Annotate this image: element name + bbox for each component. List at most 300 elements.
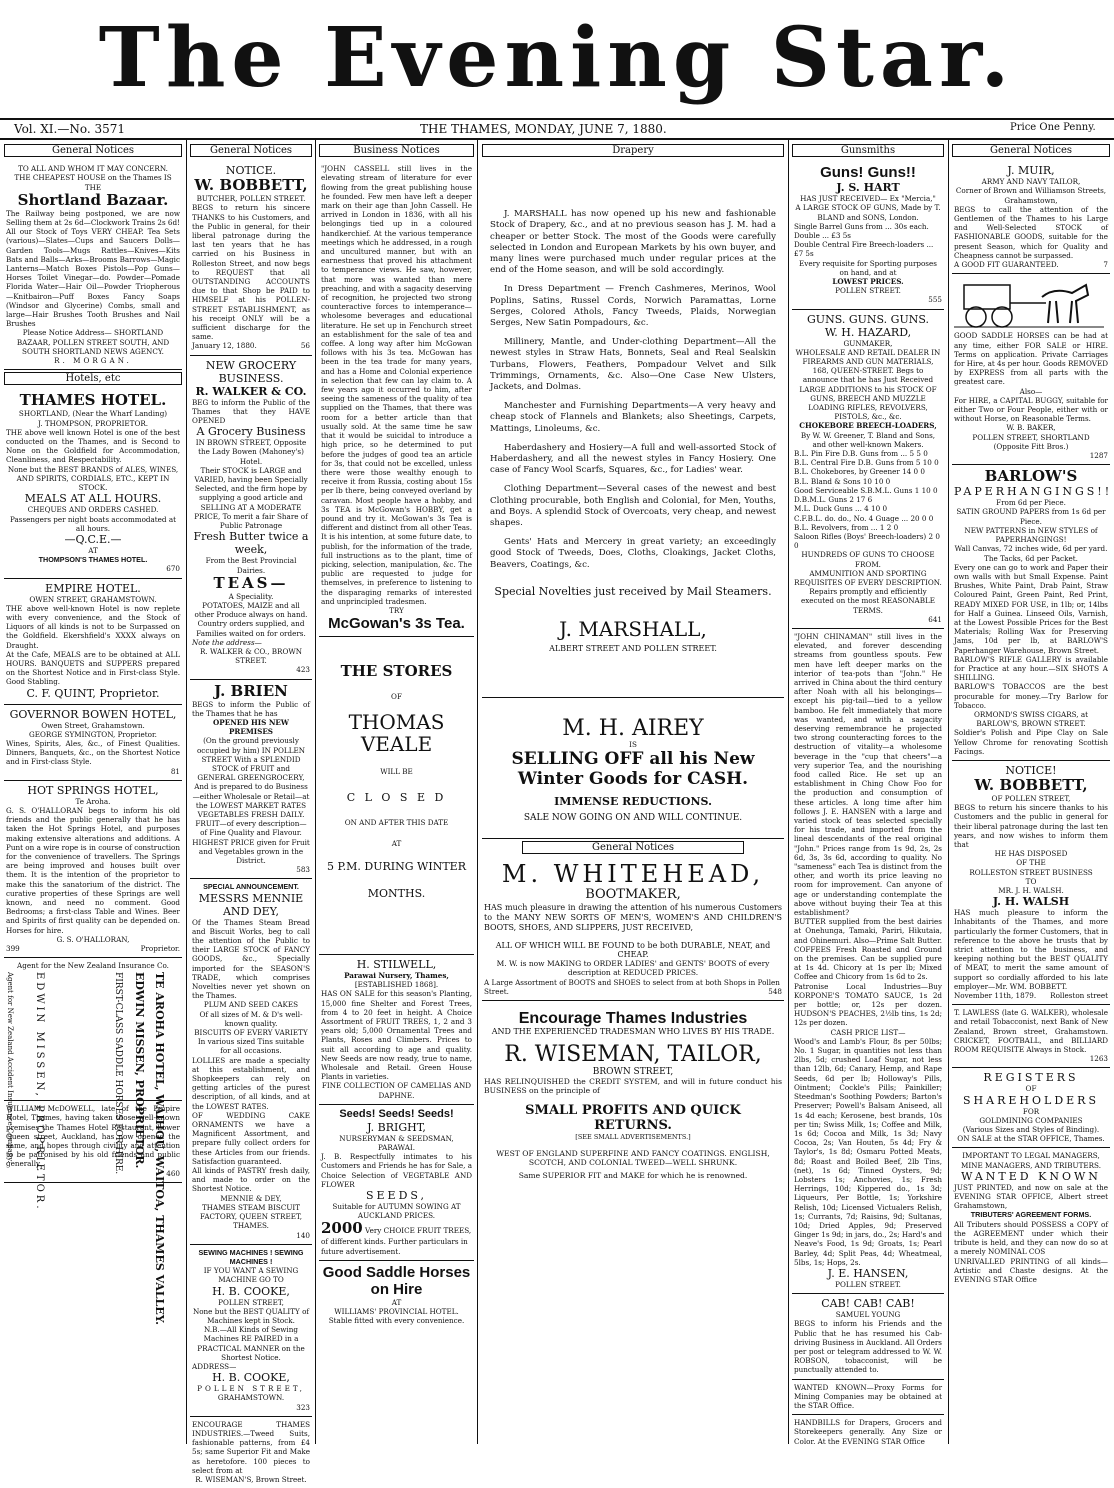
ad-line: A GOOD FIT GUARANTEED. bbox=[954, 260, 1059, 270]
ad-body: ENCOURAGE THAMES INDUSTRIES.—Tweed Suits, fashionable patterns, from £4 5s; same Superior Fit and Make as heretofore. 100 pieces to select from at bbox=[192, 1419, 310, 1475]
column-rule bbox=[788, 140, 789, 1444]
ad-body: None but the BEST QUALITY of Machines kept in Stock. bbox=[192, 1306, 310, 1325]
ad-body: Very CHOICE FRUIT TREES, of different kinds. Further particulars in future advertisement. bbox=[321, 1226, 472, 1256]
ad-line: In various sized Tins suitable for all occasions. bbox=[197, 1037, 305, 1056]
rotated-line: FIRST-CLASS SADDLE HORSES FOR HIRE. bbox=[113, 972, 123, 1175]
ad-body: THE above well known Hotel is one of the best conducted on the Thames, and is Second to None on the Goldfield for Accommodation, Cleanliness, and Respectability. bbox=[6, 427, 180, 465]
ad-name: R. WISEMAN, TAILOR, bbox=[504, 1042, 762, 1068]
ad-body: BUTTER supplied from the best dairies at Onehunga, Tamaki, Pariri, Hikutaia, and Ohinemuri. Also—Prime Salt Butter. COFFEES Fresh Roasted and Ground on the premises. Can be supplied pure at 1s 4d. Chicory at 1s per lb; Mixed Coffee and Chicory from 1s 6d to 2s. bbox=[794, 917, 942, 982]
ad-line: Note the address— bbox=[192, 637, 262, 647]
ad-line: GOLDMINING COMPANIES bbox=[979, 1115, 1083, 1125]
ad-body: Their STOCK is LARGE and VARIED, having been Specially Selected, and the firm hope by supplying a good article and SELLING AT A MODERATE PRICE, To merit a fair Share of Public Patronage bbox=[194, 465, 308, 531]
ad-number: 555 bbox=[928, 295, 942, 305]
ad-body: HANDBILLS for Drapers, Grocers and Storekeepers generally. Any Size or Color. At the EVENING STAR Office bbox=[794, 1418, 942, 1446]
ad-line: SALE NOW GOING ON AND WILL CONTINUE. bbox=[523, 813, 743, 824]
shortland-bazaar-ad bbox=[4, 161, 182, 370]
ad-title: WANTED KNOWN bbox=[961, 1169, 1101, 1183]
ad-line: Also— bbox=[1019, 386, 1043, 396]
ad-line: TRY bbox=[389, 605, 404, 615]
rotated-line: Agent for New Zealand Accident Insurance Company. bbox=[6, 972, 14, 1163]
ad-name: J. MARSHALL, bbox=[559, 616, 707, 641]
ad-body: The Railway being postponed, we are now Selling them at 2s 6d—Clockwork Trains 2s 6d! All our Stock of Toys VERY CHEAP. Tea Sets (various)—Slates—Cups and Saucers Dolls—Garden Tools—Mugs Rattles—Knives—Kits Bats and Balls—Arks—Brooms Barrows—Magic Lanterns—Match Boxes Pistols—Pop Guns—Horses Toilet Vinegar—do. Powder—Pomade Florida Water—Hair Oil—Powder Triopherous—Knitbairon—Puff Boxes Fancy Soaps (Windsor and Glycerine) Combs, small and large—Hair Brushes Tooth Brushes and Nail Brushes bbox=[6, 208, 180, 329]
ad-line: VEGETABLES FRESH DAILY. FRUIT—of every description—of Fine Quality and Flavour. bbox=[195, 809, 307, 838]
ad-body: BEGS to inform his Friends and the Public that he has resumed his Cab-driving Business in Auckland. All Orders per post or telegram addressed to W. W. ROBSON, tobacconist, will be punctually attended to. bbox=[794, 1319, 942, 1375]
ad-signature: G. S. O'HALLORAN, bbox=[56, 934, 130, 944]
section-header: Gunsmiths bbox=[792, 144, 944, 157]
ad-line: From the Best Provincial Dairies. bbox=[205, 556, 297, 575]
ad-subtitle: POLLEN STREET, bbox=[218, 1297, 284, 1307]
rotated-line: TE AROHA HOTEL, WAIHOU, WAITOA, THAMES VALLEY. bbox=[153, 972, 166, 1326]
ad-subtitle: POLLEN STREET, bbox=[197, 1384, 305, 1394]
ad-line: ROLLESTON STREET BUSINESS bbox=[969, 867, 1093, 877]
ad-signature: R. WALKER & CO., BROWN STREET. bbox=[199, 646, 303, 666]
ad-body: BEGS to call the attention of the Gentlemen of the Thames to his Large and Well-Selected STOCK of FASHIONABLE GOODS, suitable for the present Season, which for Quality and Cheapness cannot be surpassed. bbox=[954, 204, 1108, 260]
ad-lead: THE CHEAPEST HOUSE on the Thames IS THE bbox=[14, 173, 172, 192]
ad-line: AUCKLAND PRICES. bbox=[357, 1211, 436, 1221]
ad-name: M. WHITEHEAD, bbox=[501, 859, 765, 888]
muir-tailor-ad bbox=[952, 161, 1110, 274]
ad-title: EMPIRE HOTEL. bbox=[45, 581, 141, 595]
young-cab-ad bbox=[792, 1294, 944, 1379]
ad-body: OF WEDDING CAKE ORNAMENTS we have a Magnificent Assortment, and prepare fully collect orders for these Articles from our friends. Satisfaction guaranteed. bbox=[192, 1110, 310, 1166]
ad-paragraph: Clothing Department—Several cases of the newest and best Clothing procurable, both English and Colonial, for Men, Youths, and Boys. A splendid Stock of Overcoats, very cheap, and newest shapes. bbox=[490, 484, 776, 529]
ad-name: BARLOW'S bbox=[984, 467, 1078, 486]
ad-line: Special Novelties just received by Mail Steamers. bbox=[494, 584, 772, 598]
price-row: M.L. Duck Guns ... 4 10 0 bbox=[794, 504, 888, 514]
ad-name: J. E. HANSEN, bbox=[827, 1266, 909, 1280]
ad-line: THOMPSON'S THAMES HOTEL. bbox=[38, 555, 148, 565]
ad-line: OPENED HIS NEW PREMISES bbox=[213, 717, 289, 737]
ad-body: At the Cafe, MEALS are to be obtained at ALL HOURS. BANQUETS and SUPPERS prepared on the Shortest Notice and in First-class Style. Good Stabling. bbox=[6, 649, 180, 687]
section-header: General Notices bbox=[4, 144, 182, 157]
ad-line: Suitable for AUTUMN SOWING AT bbox=[332, 1202, 461, 1212]
ad-line: Repairs promptly and efficiently executed on the most REASONABLE TERMS. bbox=[801, 587, 935, 615]
ad-body: BEGS to return his sincere thanks to his Customers and the public in general for their liberal patronage during the last ten years, and now wishes to inform them that bbox=[954, 803, 1108, 849]
ad-proprietor: GEORGE SYMINGTON, Proprietor. bbox=[29, 729, 157, 739]
place-date: THE THAMES, MONDAY, JUNE 7, 1880. bbox=[420, 122, 667, 136]
ad-name: W. H. HAZARD, bbox=[824, 325, 912, 339]
ad-line: GRAHAMSTOWN. bbox=[217, 1393, 285, 1403]
section-header: Hotels, etc bbox=[4, 372, 182, 385]
ad-body: GOOD SADDLE HORSES can be had at any time, either FOR SALE or HIRE. Terms on application. Private Carriages for Hire, at 4s per hour. Goods REMOVED by EXPRESS from all parts with the greatest care. bbox=[954, 331, 1108, 387]
ad-body: Every one can go to work and Paper their own walls with but Small Expense. Paint Brushes, White Paint, Drab Paint, Straw Coloured Paint, Green Paint, Red Print, READY MIXED FOR USE, in 1lb; or, 14lbs for Half a Guinea. Linseed Oils, Varnish, at the Lowest Possible Prices for the Best Materials; Rolling Wax for Preserving Jams, 10d per lb, at BARLOW'S Paperhanger Warehouse, Brown Street. bbox=[954, 562, 1108, 655]
ad-line: OF bbox=[391, 692, 402, 702]
ad-number: 548 bbox=[768, 986, 782, 996]
ad-line: A Grocery Business bbox=[196, 425, 306, 439]
ad-paragraph: Haberdashery and Hosiery—A full and well-assorted Stock of Haberdashery, and all the newest styles in Fancy Hosiery. One case of Fancy Wool Scarfs, Squares, &c., for Ladies' wear. bbox=[490, 442, 776, 476]
ad-line: IMMENSE REDUCTIONS. bbox=[554, 795, 712, 809]
ad-line: AT bbox=[391, 838, 402, 848]
whitehead-ad bbox=[482, 858, 784, 1001]
ad-line: ALL OF WHICH WILL BE FOUND to be both DURABLE, NEAT, and CHEAP. bbox=[495, 940, 771, 959]
ad-body: Of the Thames Steam Bread and Biscuit Works, beg to call the attention of the Public to their LARGE STOCK of FANCY GOODS, &c., Specially imported for the SEASON'S TRADE, which comprises Novelties never yet shown on the Thames. bbox=[192, 917, 310, 1001]
ad-line: WILLIAMS' PROVINCIAL HOTEL. bbox=[334, 1307, 459, 1317]
ad-paragraph: J. MARSHALL has now opened up his new and fashionable Stock of Drapery, &c., and at no previous season has J. M. had a cheaper or better Stock. The most of the Goods were carefully selected in London and European Markets by his own buyer, and many lines were purchased much under regular prices at the end of the Home season, and will be sold accordingly. bbox=[490, 209, 776, 276]
ad-line: From 6d per Piece. bbox=[996, 498, 1066, 508]
ad-body: "JOHN CASSELL still lives in the elevating stream of literature for ever flowing from the great publishing house he founded. Few men have left a deeper mark on their age than John Cassell. He arrived in London in 1836, with all his belongings tied up in a coloured handkerchief. At the various temperance meetings which he addressed, in a rough and uncultured manner, but with an earnestness that proved his attachment to temperance views. He saw, however, that more was wanted than mere preaching, and with a sagacity deserving of recognition, he projected two strong counteractive forces to intemperance—wholesome beverages and educational literature. He set up in Fenchurch street an establishment for the sale of tea and coffee. A long way after him McGowan follows with his 3s tea. McGowan has been in the tea trade for many years, and has a Home and Colonial experience in selection that few can lay claim to. A few years ago it occurred to him, after seeing the sameness of the quality of tea supplied on the Thames, that there was room for a better article than that usually sold. At the same time he saw that it would be suicidal to introduce a high price, so he determined to put before the judges of good tea an article for 3s, that could not be excelled, unless there were those wealthy enough to receive it from Russia, costing about 15s per lb there, being conveyed overland by caravan. Most people have a hobby, and 3s TEA is McGowan's HOBBY, get a pound and try it. McGowan's 3s Tea is different and distinct from all other Teas. It is his intention, at some future date, to publish, for the information of the trade, full instructions as to the plant, time of picking, selection, manipulation, &c. The public are requested to judge for themselves, in preference to listening to the disparaging remarks of interested and unprincipled tradesmen. bbox=[321, 164, 472, 606]
price-row: B.L. Pin Fire D.B. Guns from ... 5 5 0 bbox=[794, 449, 928, 459]
ad-line: ON AND AFTER THIS DATE bbox=[344, 817, 449, 827]
price-row: B.L. Revolvers, from ... 1 2 0 bbox=[794, 522, 899, 532]
hazard-guns-ad bbox=[792, 310, 944, 629]
ad-line: WILL BE bbox=[380, 767, 413, 777]
ad-paragraph: Manchester and Furnishing Departments—A very heavy and cheap stock of Flannels and Blankets; also Sheetings, Carpets, Mattings, Linoleums, &c. bbox=[490, 401, 776, 434]
column-3 bbox=[319, 142, 474, 1442]
ad-body: T. LAWLESS (late G. WALKER), wholesale and retail Tobacconist, next Bank of New Zealand, Brown street, Grahamstown. CRICKET, FOOTBALL, and BILLIARD ROOM REQUISITE Always in Stock. bbox=[954, 1008, 1108, 1055]
column-rule bbox=[948, 140, 949, 1444]
ad-title: THAMES HOTEL. bbox=[19, 391, 167, 410]
ad-line: POTATOES, MAIZE and all other Produce always on hand. bbox=[194, 600, 308, 620]
brien-ad bbox=[190, 680, 312, 880]
ad-number: 81 bbox=[170, 766, 180, 776]
ad-line: [ESTABLISHED 1868]. bbox=[354, 980, 439, 990]
ad-number: 399 bbox=[6, 944, 20, 954]
ad-name: M. H. AIREY bbox=[562, 716, 704, 742]
ad-line: OF THE bbox=[1016, 858, 1046, 868]
handbills-ad bbox=[792, 1415, 944, 1450]
ad-address: Rolleston street bbox=[1050, 991, 1108, 1001]
ad-body: WILLIAM McDOWELL, late of the Empire Hotel, Thames, having taken those well-known premises the Thames Hotel Restaurant, Lower Queen street, Auckland, has now opened the same, and hopes through civility and attention to be patronised by his old friends and public generally. bbox=[6, 1104, 180, 1169]
ad-name: W. BOBBETT, bbox=[194, 176, 308, 195]
ad-subtitle: BUTCHER, POLLEN STREET. bbox=[196, 194, 306, 204]
wiseman-tailor-ad bbox=[482, 1001, 784, 1184]
price-row: C.F.B.L. do. do., No. 4 Guage ... 20 0 0 bbox=[794, 513, 934, 523]
ad-body: Wines, Spirits, Ales, &c., of Finest Qualities. Dinners, Banquets, &c., on the Shortest Notice and in First-class Style. bbox=[6, 738, 180, 767]
marshall-drapery-ad bbox=[482, 161, 784, 698]
column-1 bbox=[4, 142, 182, 1442]
ad-body: WHOLESALE AND RETAIL DEALER IN FIREARMS AND GUN MATERIALS, 168, QUEEN-STREET. Begs to announce that he has Just Received LARGE ADDITIONS to his STOCK OF GUNS, BREECH AND MUZZLE LOADING RIFLES, REVOLVERS, PISTOLS, &c., &c. bbox=[795, 347, 941, 422]
ad-body: HAS ON SALE for this season's Planting, 15,000 fine Shelter and Forest Trees, from 4 to 20 feet in height. A Choice Assortment of FRUIT TREES, 1, 2 and 3 years old; 5,000 Ornamental Trees and Plants, Roses and Climbers. Prices to suit all according to age and quality. New Seeds are now ready, true to name, Wholesale and Retail. Green House Plants in varieties. bbox=[321, 989, 472, 1082]
stilwell-nursery-ad bbox=[319, 955, 474, 1105]
ad-line: Same SUPERIOR FIT and MAKE for which he is renowned. bbox=[518, 1170, 748, 1180]
ad-line: M. W. is now MAKING to ORDER LADIES' and GENTS' BOOTS of every description at REDUCED PRICES. bbox=[496, 959, 770, 978]
ad-body: WANTED KNOWN—Proxy Forms for Mining Companies may be obtained at the STAR Office. bbox=[794, 1382, 942, 1410]
ad-body: BARLOW'S RIFLE GALLERY is available for Practice at any hour.—SIX SHOTS A SHILLING. bbox=[954, 654, 1108, 683]
ad-subtitle: AND THE EXPERIENCED TRADESMAN WHO LIVES BY HIS TRADE. bbox=[491, 1026, 775, 1036]
ad-line: Country orders supplied, and Families waited on for orders. bbox=[196, 619, 306, 638]
ad-name: MESSRS MENNIE AND DEY, bbox=[198, 891, 304, 918]
ad-signature: R. MORGAN. bbox=[54, 356, 132, 366]
ad-title: SPECIAL ANNOUNCEMENT. bbox=[203, 882, 299, 892]
governor-bowen-ad bbox=[4, 705, 182, 781]
ad-number: 670 bbox=[166, 564, 180, 574]
ad-number: 583 bbox=[296, 865, 310, 875]
horse-carriage-illustration bbox=[954, 277, 1104, 329]
bobbett-notice-ad bbox=[190, 161, 312, 355]
ad-line: HE HAS DISPOSED bbox=[994, 849, 1068, 859]
lawless-ad bbox=[952, 1005, 1110, 1068]
price-row: Single Barrel Guns from ... 30s each. bbox=[794, 221, 929, 231]
airey-ad bbox=[482, 698, 784, 838]
ad-paragraph: Millinery, Mantle, and Under-clothing Department—All the newest styles in Straw Hats, Bonnets, Seal and Real Sealskin Turbans, Flowers, Feathers, Pompadour Velvet and Silk Trimmings, Ornaments, &c. Also—One Case New Ulsters, Jackets, and Dolmas. bbox=[490, 337, 776, 393]
ad-body: (On the ground previously occupied by him) IN POLLEN STREET With a SPLENDID STOCK of FRUIT and GENERAL GREENGROCERY, And is prepared to do Business—either Wholesale or Retail—at the LOWEST MARKET RATES bbox=[192, 736, 310, 810]
ad-address: POLLEN STREET. bbox=[835, 286, 901, 296]
column-5 bbox=[792, 142, 944, 1446]
thomas-veale-ad bbox=[319, 637, 474, 955]
ad-subtitle: Parawai Nursery, Thames, bbox=[344, 970, 449, 980]
section-header: General Notices bbox=[190, 144, 312, 157]
ad-title: REGISTERS bbox=[983, 1071, 1079, 1085]
ad-name: W. B. BAKER, bbox=[1006, 423, 1056, 433]
rotated-line: EDWIN MISSEN, PROPRIETOR. bbox=[34, 972, 45, 1212]
column-4 bbox=[482, 142, 784, 1442]
ad-body: HAS much pleasure in drawing the attention of his numerous Customers to the MANY NEW SORTS OF MEN'S, WOMEN'S AND CHILDREN'S BOOTS, SHOES, AND SLIPPERS, JUST RECEIVED, bbox=[484, 902, 782, 932]
ad-line: TRIBUTERS' AGREEMENT FORMS. bbox=[970, 1210, 1092, 1220]
rotated-line: EDWIN MISSEN, PROPRIETOR. bbox=[133, 972, 146, 1169]
ad-proprietor: C. F. QUINT, Proprietor. bbox=[26, 686, 160, 700]
ad-subtitle: OF POLLEN STREET, bbox=[991, 793, 1071, 803]
ad-line: A Large Assortment of BOOTS and SHOES to select from at both Shops in Pollen Street. bbox=[484, 977, 780, 996]
ad-line: SATIN GROUND PAPERS from 1s 6d per Piece. bbox=[956, 507, 1106, 526]
ad-body: BEG to inform the Public of the Thames that they HAVE OPENED bbox=[192, 397, 310, 426]
ad-title: NOTICE. bbox=[225, 164, 277, 178]
ad-line: TEAS— bbox=[213, 573, 289, 592]
masthead bbox=[0, 0, 1114, 120]
ad-line: SMALL PROFITS AND QUICK RETURNS. bbox=[525, 1103, 741, 1134]
ad-line: FOR bbox=[1022, 1106, 1040, 1116]
ad-address: THAMES STEAM BISCUIT FACTORY, QUEEN STREET, THAMES. bbox=[200, 1202, 302, 1231]
price-row: Double Central Fire Breech-loaders ... £7 5s bbox=[794, 240, 934, 259]
ad-line: MR. J. H. WALSH. bbox=[998, 886, 1064, 895]
ad-subtitle: NURSERYMAN & SEEDSMAN, PARAWAI. bbox=[339, 1133, 454, 1153]
ad-title: Good Saddle Horses on Hire bbox=[322, 1263, 471, 1298]
ad-line: AT bbox=[391, 1297, 402, 1307]
ad-line: Stable fitted with every convenience. bbox=[328, 1316, 465, 1326]
ad-title: Encourage Thames Industries bbox=[518, 1009, 748, 1027]
ad-line: HIGHEST PRICE given for Fruit and Vegetables grown in the District. bbox=[192, 837, 310, 865]
section-header: General Notices bbox=[952, 144, 1110, 157]
ad-body: A LARGE STOCK OF GUNS, Made by T. BLAND and SONS, London. bbox=[795, 203, 941, 222]
ad-body: BEGS to inform the Public of the Thames that he has bbox=[192, 699, 310, 718]
ad-subtitle: OWEN STREET, GRAHAMSTOWN. bbox=[29, 594, 157, 604]
ad-proprietor: J. THOMPSON, PROPRIETOR. bbox=[37, 418, 149, 428]
ad-line: CHOKEBORE BREECH-LOADERS, bbox=[799, 421, 937, 431]
baker-horses-ad bbox=[952, 274, 1110, 465]
ad-name: H. B. COOKE, bbox=[212, 1284, 290, 1298]
ad-body: BEGS to return his sincere THANKS to his Customers, and the Public in general, for their liberal patronage during the last ten years that he has carried on his Business in Rolleston Street, and now begs to REQUEST that all OUTSTANDING ACCOUNTS due to that Shop be PAID to HIMSELF at his POLLEN-STREET ESTABLISHMENT, as his receipt ONLY will be a sufficient discharge for the same. bbox=[192, 203, 310, 342]
price-row: D.B.M.L. Guns 2 17 6 bbox=[794, 495, 873, 505]
ad-title: SEWING MACHINES ! SEWING MACHINES ! bbox=[198, 1247, 304, 1266]
ad-body: THE above well-known Hotel is now replete with every convenience, and the Stock of Liquors of all kinds is not to be Surpassed on the Goldfield. Ekershfield's XXXX always on Draught. bbox=[6, 603, 180, 650]
ad-name: W. BOBBETT, bbox=[974, 775, 1088, 794]
ad-body: All kinds of PASTRY fresh daily, and made to order on the Shortest Notice. bbox=[192, 1166, 310, 1194]
ad-body: For HIRE, a CAPITAL BUGGY, suitable for either Two or Four People, either with or without Horse, on Reasonable Terms. bbox=[954, 395, 1108, 424]
ad-line: CASH PRICE LIST— bbox=[830, 1027, 906, 1037]
ad-line: Agent for the New Zealand Insurance Co. bbox=[17, 961, 169, 971]
ad-name: THOMAS VEALE bbox=[348, 710, 445, 757]
ad-body: None but the BEST BRANDS of ALES, WINES, AND SPIRITS, CORDIALS, ETC., KEPT IN STOCK. bbox=[7, 464, 179, 493]
ad-title: SHAREHOLDERS bbox=[963, 1093, 1099, 1107]
column-rule bbox=[186, 140, 187, 1444]
ad-line: Wall Canvas, 72 inches wide, 6d per yard. The Tacks, 6d per Packet. bbox=[954, 544, 1108, 563]
cooke-sewing-ad bbox=[190, 1245, 312, 1417]
ad-title: CAB! CAB! CAB! bbox=[821, 1297, 915, 1311]
ad-line: Of all sizes of M. & D's well-known quality. bbox=[199, 1009, 303, 1028]
ad-number: 7 bbox=[1103, 260, 1108, 270]
ad-body: HAS RELINQUISHED the CREDIT SYSTEM, and will in future conduct his BUSINESS on the principle of bbox=[484, 1077, 782, 1096]
ad-signature: R. WISEMAN'S, Brown Street. bbox=[195, 1474, 307, 1484]
ad-line: By W. W. Greener, T. Bland and Sons, and other well-known Makers. bbox=[800, 430, 936, 449]
column-2 bbox=[190, 142, 312, 1484]
ad-line: FINE COLLECTION OF CAMELIAS AND DAPHNE. bbox=[321, 1081, 472, 1100]
ad-name: J. BRIEN bbox=[214, 681, 288, 700]
ad-number: 423 bbox=[296, 665, 310, 675]
wiseman-small-ad bbox=[190, 1417, 312, 1488]
ad-line: PLUM AND SEED CAKES bbox=[203, 1000, 299, 1010]
ad-title: Seeds! Seeds! Seeds! bbox=[339, 1107, 454, 1120]
ad-title: NOTICE! bbox=[1005, 763, 1057, 777]
ad-date: January 12, 1880. bbox=[192, 341, 257, 351]
ad-number: 1263 bbox=[1089, 1054, 1108, 1064]
ad-line: Passengers per night boats accommodated at all hours. bbox=[9, 514, 176, 533]
walker-grocery-ad bbox=[190, 356, 312, 680]
ad-line: BISCUITS OF EVERY VARIETY bbox=[194, 1028, 308, 1038]
empire-hotel-ad bbox=[4, 579, 182, 705]
ad-line: ORMOND'S SWISS CIGARS, at BARLOW'S, BROWN STREET. bbox=[973, 709, 1089, 729]
notice-title: TO ALL AND WHOM IT MAY CONCERN. bbox=[18, 164, 168, 174]
ad-proprietor: Proprietor. bbox=[140, 944, 180, 954]
volume-number: Vol. XI.—No. 3571 bbox=[14, 122, 126, 136]
ad-number: 323 bbox=[296, 1402, 310, 1412]
price: Price One Penny. bbox=[1010, 122, 1096, 133]
ad-body: Wood's and Lamb's Flour, 8s per 50lbs; No. 1 Sugar, in quantities not less than 2lbs, 5d; crushed Loaf Sugar, not less than 12lb, 6d; Canary, Hemp, and Rape Seeds, 6d per lb; Holloway's Pills, Ointment; Cockle's Pills; Painkiller; Steedman's Soothing Powders; Barton's Preserver; Powell's Balsam Aniseed, all 1s 4d each; Kerosene, best brands, 10s per tin; Swiss Milk, 1s; Coffee and Milk, 1s 6d; Cocoa and Milk, 1s 3d; Navy Cocoa, 2s; Van Houten, 5s 4d; Fry & Taylor's, 1s 8d; Osmaru Potted Meats, 8d; Roast and Boiled Beef, 2lb Tins, (net), 1s 6d; Tinned Oysters, 9d; Lobsters 1s; Anchovies, 1s; Fresh Herrings, 10d; Kippered do., 1s 3d; Liqueurs, Per Bottle, 1s; Yorkshire Relish, 10d; Licensed Victualers Relish, 1s; Currants, 7d; Raisins, 9d; Sultanas, 10d; Dried Apples, 9d; Preserved Ginger 1s 9d; in jars, do., 2s; Hard's and Neave's Food, 1s 9d; Groats, 1s; Pearl Barley, 4d; Split Peas, 4d; Wheatmeal, 5lbs, 1s; Hops, 2s. bbox=[794, 1036, 942, 1267]
dateline-bar bbox=[0, 118, 1114, 140]
price-row: B.L. Chokebores, by Greener 14 0 0 bbox=[794, 467, 925, 477]
ad-subtitle: Owen Street, Grahamstown. bbox=[41, 720, 145, 730]
ad-title: Shortland Bazaar. bbox=[17, 190, 169, 209]
ad-paragraph: In Dress Department — French Cashmeres, Merinos, Wool Poplins, Satins, Russel Cords, Norwich Paramattas, Lorne Serges, Colored Athols, Fancy Tweeds, Plaids, Norwegian Serges, New Satin Pompadours, &c. bbox=[490, 284, 776, 329]
ad-line: WEST OF ENGLAND SUPERFINE AND FANCY COATINGS. ENGLISH, SCOTCH, AND COLONIAL TWEED—WELL SHRUNK. bbox=[496, 1148, 770, 1167]
ad-number: 641 bbox=[928, 614, 942, 624]
ad-body: BARLOW'S TOBACCOS are the best procurable for money.—Try Barlow for Tobacco. bbox=[954, 682, 1108, 710]
ad-body: G. S. O'HALLORAN begs to inform his old friends and the public generally that he has taken the Hot Springs Hotel, and purposes making extensive alterations and additions. A Punt on a wire rope is in course of construction for the convenience of travellers. The Springs are being improved and houses built over them. It is the intention of the proprietor to make this the sanatorium of the district. The curative properties of these Springs are well known, and need no comment. Good Bedrooms; a first-class Table and Wines. Beer and Spirits of first quality can be depended on. Horses for hire. bbox=[6, 805, 180, 935]
tributers-ad bbox=[952, 1148, 1110, 1288]
ad-title: PAPERHANGINGS!! bbox=[954, 485, 1113, 499]
ad-name: SAMUEL YOUNG bbox=[835, 1310, 901, 1320]
ad-line: IS bbox=[629, 740, 637, 750]
price-row: B.L. Central Fire D.B. Guns from 5 10 0 bbox=[794, 458, 939, 468]
thames-hotel-ad bbox=[4, 389, 182, 578]
ad-line: Fresh Butter twice a week, bbox=[193, 530, 309, 557]
ad-body: All Tributers should POSSESS a COPY of the AGREEMENT under which their tribute is held, and they can now do so at a merely NOMINAL COS bbox=[954, 1219, 1108, 1257]
ad-body: Soldier's Polish and Pipe Clay on Sale Yellow Chrome for renovating Scottish Facings. bbox=[954, 728, 1108, 756]
ad-name: R. WALKER & CO. bbox=[195, 384, 307, 398]
ad-title: IMPORTANT TO LEGAL MANAGERS, MINE MANAGERS, AND TRIBUTERS. bbox=[960, 1151, 1101, 1170]
barlow-ad bbox=[952, 465, 1113, 761]
ad-subtitle: SHORTLAND, (Near the Wharf Landing) bbox=[18, 409, 168, 419]
ad-paragraph: Gents' Hats and Mercery in great variety; an exceedingly good Stock of Tweeds, Does, Cloths, Cloakings, Jacket Cloths, Beavers, Coatings, &c. bbox=[490, 537, 776, 570]
newspaper-title: The Evening Star. bbox=[98, 10, 1016, 106]
ad-title: SELLING OFF all his New Winter Goods for CASH. bbox=[511, 749, 755, 790]
price-row: B.L. Bland & Sons 10 10 0 bbox=[794, 476, 891, 486]
ad-title: McGowan's 3s Tea. bbox=[328, 615, 465, 633]
ad-name: J. MUIR, bbox=[1007, 164, 1055, 178]
column-6 bbox=[952, 142, 1113, 1442]
ad-title: THE STORES bbox=[340, 662, 453, 681]
mcgowan-tea-ad bbox=[319, 161, 474, 637]
walsh-notice-ad bbox=[952, 761, 1110, 1005]
ad-address: Please Notice Address— SHORTLAND BAZAAR, POLLEN STREET SOUTH, AND SOUTH SHORTLAND NEWS AGENCY. bbox=[16, 328, 170, 356]
section-header: General Notices bbox=[522, 841, 744, 854]
ad-line: CHEQUES AND ORDERS CASHED. bbox=[27, 505, 159, 515]
ad-line: 5 P.M. DURING WINTER bbox=[327, 859, 466, 873]
ad-line: C L O S E D bbox=[346, 790, 447, 804]
ad-line: LOWEST PRICES. bbox=[832, 277, 904, 287]
ad-address: IN BROWN STREET, Opposite the Lady Bowen (Mahoney's) Hotel. bbox=[195, 438, 307, 466]
price-row: Saloon Rifles (Boys' Breech-loaders) 2 0 0 bbox=[794, 531, 940, 551]
ad-body: HAS JUST RECEIVED— Ex "Mercia," bbox=[800, 194, 936, 204]
ad-address: POLLEN STREET. bbox=[835, 1279, 901, 1289]
ad-body: HAS much pleasure to inform the Inhabitants of the Thames, and more particularly the former Customers, that in reference to the above he trusts that by strict attention to the business, and keeping nothing but the BEST QUALITY of MEAT, to merit the same amount of support so cordially afforded to his late employer—Mr. WM. BOBBETT. bbox=[954, 908, 1108, 991]
column-rule bbox=[315, 140, 316, 1444]
ad-line: AT bbox=[88, 545, 98, 555]
ad-name: J. H. WALSH bbox=[992, 895, 1070, 909]
column-rule bbox=[477, 140, 478, 1444]
price-list bbox=[794, 449, 942, 550]
ad-line: A Speciality. bbox=[228, 591, 274, 601]
ad-line: AMMUNITION AND SPORTING REQUISITES OF EVERY DESCRIPTION. bbox=[794, 568, 942, 587]
ad-number: 140 bbox=[296, 1230, 310, 1240]
ad-line: —Q.C.E.— bbox=[64, 532, 122, 546]
ad-title: Guns! Guns!! bbox=[820, 164, 916, 182]
ad-subtitle: GUNMAKER, bbox=[843, 338, 893, 348]
ad-subtitle: BROWN STREET, bbox=[592, 1067, 674, 1078]
ad-line: MEALS AT ALL HOURS. bbox=[24, 492, 162, 506]
hansen-tea-ad bbox=[792, 629, 944, 1294]
ad-signature: MENNIE & DEY, bbox=[220, 1193, 282, 1203]
ad-title: GUNS. GUNS. GUNS. bbox=[807, 312, 929, 326]
mennie-dey-ad bbox=[190, 879, 312, 1244]
ad-number: 56 bbox=[300, 341, 310, 351]
ad-line: ADDRESS— bbox=[192, 1361, 237, 1371]
ad-subtitle: ARMY AND NAVY TAILOR, bbox=[981, 177, 1081, 187]
ad-line: NEW PATTERNS in NEW STYLES of PAPERHANGINGS! bbox=[964, 525, 1098, 545]
hart-guns-ad bbox=[792, 161, 944, 309]
ad-title: HOT SPRINGS HOTEL, bbox=[27, 783, 159, 797]
ad-subtitle: BOOTMAKER, bbox=[585, 886, 681, 902]
ad-body: J. B. Respectfully intimates to his Customers and Friends he has for Sale, a Choice Selection of VEGETABLE AND FLOWER bbox=[321, 1152, 472, 1189]
ad-line: ON SALE at the STAR OFFICE, Thames. bbox=[957, 1134, 1105, 1144]
ad-line: MONTHS. bbox=[367, 886, 426, 900]
ad-name: H. B. COOKE, bbox=[212, 1371, 290, 1385]
bright-seeds-ad bbox=[319, 1105, 474, 1261]
ad-address: POLLEN STREET, SHORTLAND (Opposite Fitt Bros.) bbox=[972, 432, 1090, 451]
section-header: Drapery bbox=[482, 144, 784, 157]
price-row: Good Serviceable S.B.M.L. Guns 1 10 0 bbox=[794, 485, 938, 495]
registers-ad bbox=[952, 1068, 1110, 1148]
ad-body: Patronise Local Industries—Buy KORPONE'S TOMATO SAUCE, 1s 2d per bottle; or, 12s per dozen. HUDSON'S PEACHES, 2½lb tins, 1s 2d; 12s per dozen. bbox=[794, 981, 942, 1028]
ad-line: HUNDREDS OF GUNS TO CHOOSE FROM. bbox=[801, 550, 935, 569]
ad-line: OF bbox=[1025, 1084, 1037, 1094]
ad-body: JUST PRINTED, and now on sale at the EVENING STAR OFFICE, Albert street Grahamstown, bbox=[954, 1182, 1108, 1211]
ad-body: LOLLIES are made a specialty at this establishment, and Shopkeepers can rely on getting articles of the purest description, of all kinds, and at the LOWEST RATES. bbox=[192, 1055, 310, 1111]
proxy-forms-ad bbox=[792, 1380, 944, 1416]
ad-line: SEEDS, bbox=[365, 1189, 428, 1203]
ad-name: H. STILWELL, bbox=[356, 957, 437, 971]
ad-subtitle: Te Aroha. bbox=[75, 796, 111, 806]
ad-line: (Various Sizes and Styles of Binding). bbox=[962, 1125, 1100, 1135]
ad-body: "JOHN CHINAMAN" still lives in the elevated, and forever descending streams from gountless spouts. Few men have left deeper marks on the interior of tea-pots than "John." He arrived in China about the third century after Noah with all his belongings—except his pig-tail—tied to a yellow bamboo. He felt immediately that more was wanted, and with a sagacity deserving remembrance he projected two strong counteracting forces to the destruction of vitality—a wholesome beverage in the "cup that cheers"—a very superior Tea, and the nourishing food called Rice. He set up an establishment in Ching Chow Foo for the production and consumption of these articles. A long time after him follows J. E. HANSEN with a large and varied stock of teas selected specially for his trade, and imported from the lineal descendants of the real original "John." Prices range from 1s 9d, 2s, 2s 6d, 3s, 3s 6d, according to quality. No "sameness" each Tea is distinct from the other, and worth its price leaving no room for improvement. Can anyone of age or understanding contemplate the above without buying their Tea at this establishment? bbox=[794, 631, 942, 918]
ad-name: J. S. HART bbox=[836, 181, 900, 195]
ad-name: J. BRIGHT, bbox=[367, 1120, 426, 1134]
ad-address: Corner of Brown and Williamson Streets, Grahamstown, bbox=[955, 186, 1107, 205]
hot-springs-ad bbox=[4, 781, 182, 958]
ad-body: IF YOU WANT A SEWING MACHINE GO TO bbox=[203, 1266, 299, 1285]
ad-title: GOVERNOR BOWEN HOTEL, bbox=[9, 707, 177, 721]
ad-line: [SEE SMALL ADVERTISEMENTS.] bbox=[575, 1133, 691, 1142]
ad-address: ALBERT STREET AND POLLEN STREET. bbox=[549, 643, 717, 653]
ad-line: TO bbox=[1025, 876, 1037, 886]
